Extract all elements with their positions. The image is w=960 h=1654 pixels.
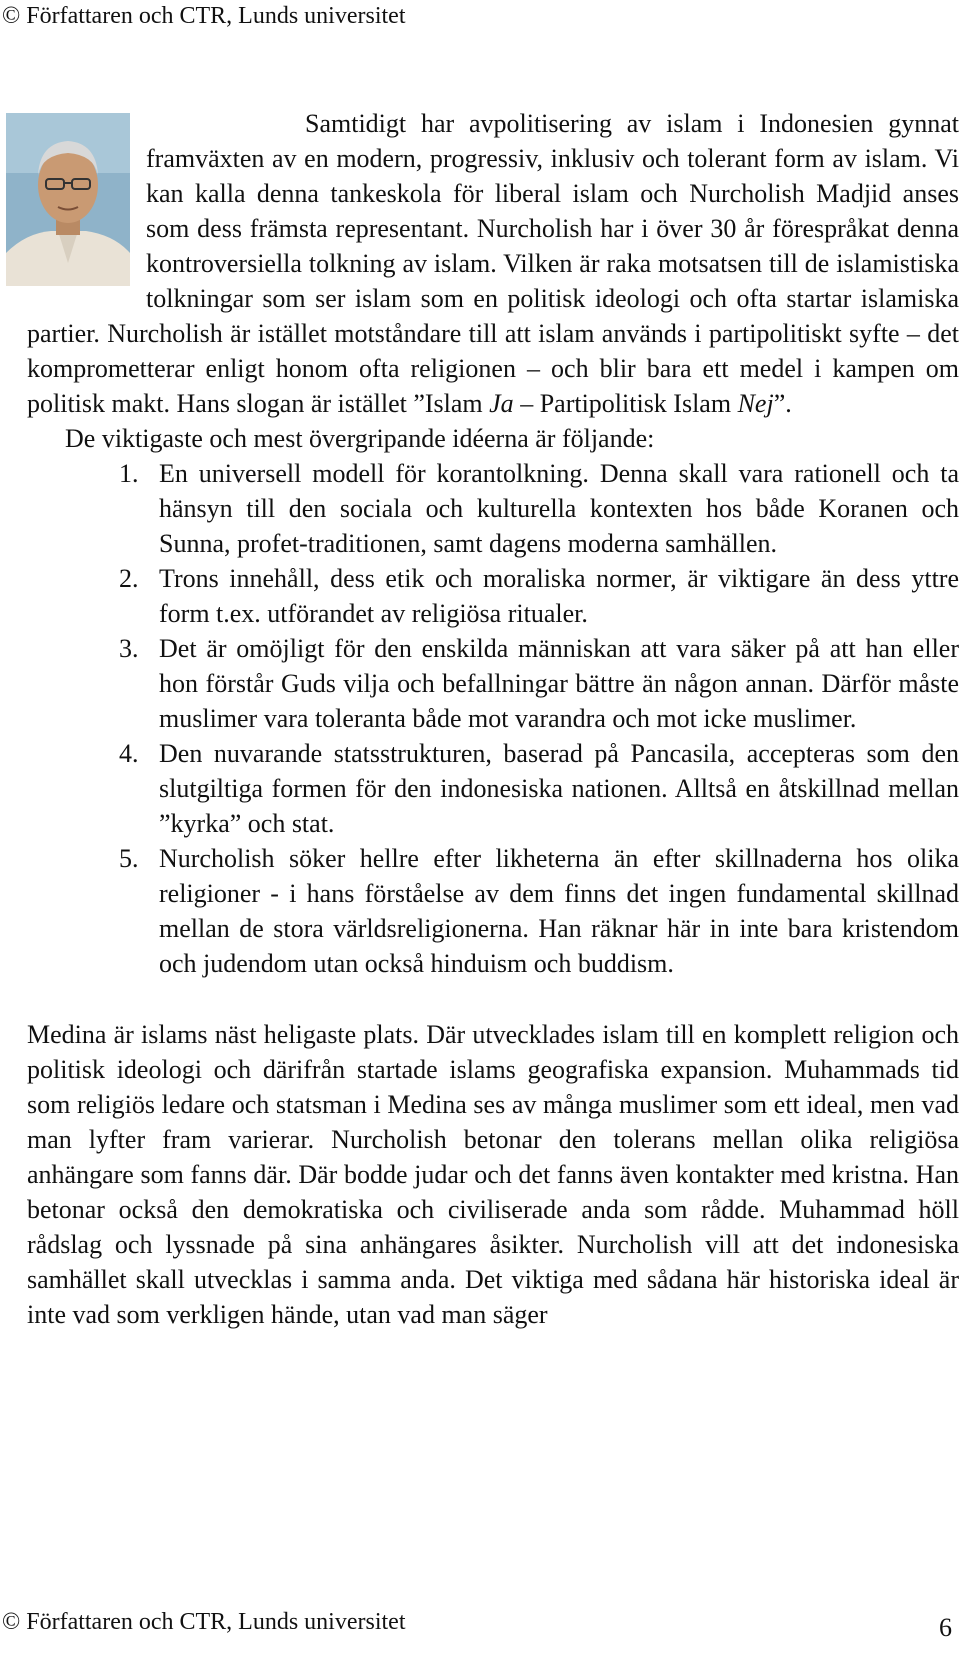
list-item	[119, 631, 959, 736]
list-item-number: 3.	[119, 634, 139, 663]
intro-paragraph	[27, 106, 959, 421]
intro-text-mid: – Partipolitisk Islam	[513, 389, 738, 418]
list-item-text: En universell modell för korantolkning. Denna skall vara rationell och ta hänsyn till den sociala och kulturella kontexten hos både Koranen och Sunna, profet-traditionen, samt dagens moderna samhällen.	[159, 459, 959, 558]
list-lead: De viktigaste och mest övergripande idéerna är följande:	[65, 424, 655, 453]
list-item-number: 4.	[119, 739, 139, 768]
list-item-number: 2.	[119, 564, 139, 593]
medina-paragraph: Medina är islams näst heligaste plats. Där utvecklades islam till en komplett religion och politisk ideologi och därifrån startade islams geografiska expansion. Muhammads tid som religiös ledare och statsman i Medina ses av många muslimer som ett ideal, men vad man lyfter fram varierar. Nurcholish betonar den tolerans mellan olika religiösa anhängare som fanns där. Där bodde judar och det fanns även kontakter med kristna. Han betonar också den demokratiska och civiliserade anda som rådde. Muhammad höll rådslag och lyssnade på sina anhängares åsikter. Nurcholish vill att det indonesiska samhället skall utvecklas i samma anda. Det viktiga med sådana här historiska ideal är inte vad som verkligen hände, utan vad man säger	[27, 1020, 959, 1329]
header-copyright: © Författaren och CTR, Lunds universitet	[2, 3, 406, 29]
list-item-number: 1.	[119, 459, 139, 488]
paragraph-gap	[27, 981, 959, 1017]
page-footer	[2, 1608, 952, 1642]
article-body	[27, 106, 959, 1332]
list-item-text: Trons innehåll, dess etik och moraliska normer, är viktigare än dess yttre form t.ex. utförandet av religiösa ritualer.	[159, 564, 959, 628]
list-item-text: Nurcholish söker hellre efter likheterna än efter skillnaderna hos olika religioner - i hans förståelse av dem finns det ingen fundamental skillnad mellan de stora världsreligionerna. Han räknar här in inte bara kristendom och judendom utan också hinduism och buddism.	[159, 844, 959, 978]
footer-copyright: © Författaren och CTR, Lunds universitet	[2, 1609, 406, 1635]
intro-italic-ja: Ja	[489, 389, 514, 418]
list-item-number: 5.	[119, 844, 139, 873]
list-item	[119, 736, 959, 841]
list-item	[119, 841, 959, 981]
page-number: 6	[939, 1613, 952, 1642]
intro-text-end: ”.	[773, 389, 792, 418]
list-item-text: Den nuvarande statsstrukturen, baserad på Pancasila, accepteras som den slutgiltiga formen för den indonesiska nationen. Alltså en åtskillnad mellan ”kyrka” och stat.	[159, 739, 959, 838]
ideas-list	[27, 456, 959, 981]
page-header	[2, 2, 406, 30]
list-item-text: Det är omöjligt för den enskilda människan att vara säker på att han eller hon förstår Guds vilja och befallningar bättre än någon annan. Därför måste muslimer vara toleranta både mot varandra och mot icke muslimer.	[159, 634, 959, 733]
intro-italic-nej: Nej	[737, 389, 774, 418]
list-item	[119, 561, 959, 631]
intro-text: Samtidigt har avpolitisering av islam i Indonesien gynnat framväxten av en modern, progressiv, inklusiv och tolerant form av islam. Vi kan kalla denna tankeskola för liberal islam och Nurcholish Madjid anses som dess främsta representant. Nurcholish har i över 30 år förespråkat denna kontroversiella tolkning av islam. Vilken är raka motsatsen till de islamistiska tolkningar som ser islam som en politisk ideologi och ofta startar islamiska partier. Nurcholish är istället motståndare till att islam används i partipolitiskt syfte – det komprometterar enligt honom ofta religionen – och blir bara ett medel i kampen om politisk makt. Hans slogan är istället ”Islam	[27, 109, 959, 418]
list-item	[119, 456, 959, 561]
